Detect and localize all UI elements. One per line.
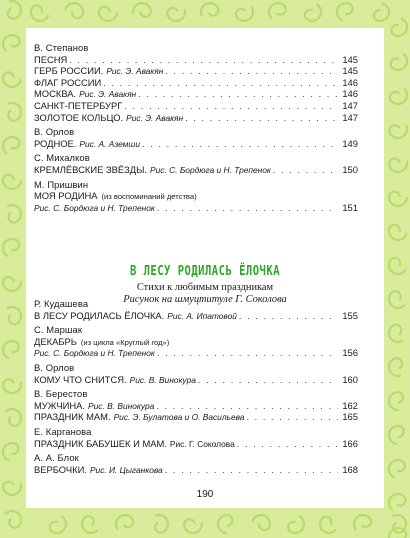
ornament-curl [386,457,406,479]
entry-page-number: 147 [342,99,358,111]
ornament-curl [1,441,19,462]
leader-dots [237,439,338,451]
ornament-curl [303,2,324,25]
entry-illustrator: Рис. В. Винокура [129,374,196,385]
section-subtitle: Стихи к любимым праздникам [136,282,274,293]
ornament-curl [0,338,20,360]
author-name: М. Пришвин [34,178,89,190]
ornament-curl [3,202,25,225]
ornament-curl [218,515,232,533]
entry-illustrator: Рис. С. Бордюга и Н. Трепенок [34,348,155,359]
entry-page-number: 149 [342,137,358,149]
contents-page [26,28,384,508]
ornament-curl [166,4,188,24]
leader-dots [124,101,338,113]
ornament-curl [388,120,410,141]
author-name: Е. Карганова [34,425,92,437]
toc-entry [34,100,358,112]
entry-title: САНКТ-ПЕТЕРБУРГ [34,99,123,111]
leader-dots [185,113,338,125]
toc-entry [34,54,358,66]
contents-block-1 [34,42,358,213]
ornament-curl [2,405,25,428]
leader-dots [165,465,338,477]
entry-page-number: 165 [342,411,358,423]
ornament-curl [234,2,257,25]
toc-entry [34,374,358,386]
leader-dots [239,311,338,323]
toc-entry [34,77,358,89]
entry-page-number: 162 [342,399,358,411]
toc-entry [34,336,358,348]
leader-dots [273,165,338,177]
leader-dots [157,203,338,215]
ornament-curl [183,517,204,535]
toc-entry [34,138,358,150]
ornament-curl [2,377,23,395]
ornament-curl [2,303,24,326]
ornament-curl [48,514,69,537]
toc-entry [34,112,358,124]
ornament-curl [4,0,24,20]
leader-dots [138,89,338,101]
ornament-curl [316,514,339,536]
toc-entry [34,411,358,423]
entry-illustrator: Рис. А. Аземши [79,138,141,149]
entry-title: ПРАЗДНИК МАМ. [34,411,111,423]
entry-title: В ЛЕСУ РОДИЛАСЬ ЁЛОЧКА. [34,309,165,321]
ornament-curl [389,192,407,206]
ornament-curl [2,72,21,88]
toc-entry [34,88,358,100]
entry-illustrator: Рис. С. Бордюга и Н. Трепенок [150,164,271,175]
ornament-curl [388,156,409,174]
ornament-curl [3,175,21,189]
leader-dots [156,401,338,413]
ornament-curl [2,478,24,497]
entry-title: ПРАЗДНИК БАБУШЕК И МАМ. [34,437,167,449]
toc-entry [34,464,358,476]
ornament-curl [387,224,408,242]
entry-page-number: 146 [342,88,358,100]
entry-illustrator: Рис. В. Винокура [88,400,155,411]
ornament-curl [265,0,288,22]
ornament-curl [150,512,170,534]
entry-title: КОМУ ЧТО СНИТСЯ. [34,373,127,385]
contents-block-2 [34,298,358,475]
ornament-curl [385,289,408,312]
ornament-curl [132,2,152,19]
leader-dots [103,78,338,90]
leader-dots [142,139,338,151]
ornament-curl [350,511,373,534]
leader-dots [198,375,338,387]
author-name: В. Орлов [34,126,75,138]
entry-title: ФЛАГ РОССИИ [34,76,102,88]
author-name: Р. Кудашева [34,298,89,309]
entry-page-number: 155 [342,309,358,321]
ornament-curl [28,4,50,24]
author-name: А. А. Блок [34,452,79,464]
entry-title: МОЯ РОДИНА [34,190,98,202]
entry-title: МОСКВА. [34,88,77,100]
toc-entry [34,310,358,322]
entry-parenthetical: (из цикла «Круглый год») [80,337,170,347]
toc-entry [34,400,358,412]
author-name: В. Степанов [34,42,89,53]
toc-entry [34,164,358,176]
entry-illustrator: Рис. Э. Булатова и О. Васильева [113,412,245,423]
ornament-curl [0,31,22,54]
leader-dots [246,412,338,424]
ornament-curl [386,256,409,277]
entry-title: ПЕСНЯ [34,53,68,65]
entry-parenthetical: (из воспоминаний детства) [101,192,197,202]
ornament-curl [388,425,405,445]
toc-entry [34,202,358,214]
author-name: В. Орлов [34,361,75,373]
ornament-curl [112,511,135,533]
entry-page-number: 156 [342,347,358,359]
ornament-curl [78,514,101,537]
ornament-curl [386,323,408,346]
ornament-curl [388,391,404,410]
toc-entry [34,438,358,450]
ornament-curl [0,236,21,258]
entry-illustrator: Рис. Г. Соколова [169,438,235,449]
ornament-curl [386,357,406,379]
entry-page-number: 145 [342,53,358,65]
entry-title: ДЕКАБРЬ [34,335,77,347]
leader-dots [69,55,338,67]
entry-title: ВЕРБОЧКИ. [34,463,87,475]
ornament-curl [388,51,410,74]
entry-page-number: 146 [342,76,358,88]
entry-title: КРЕМЛЁВСКИЕ ЗВЁЗДЫ. [34,163,148,175]
toc-entry [34,190,358,202]
ornament-curl [286,514,306,536]
page-number: 190 [196,489,214,500]
entry-illustrator: Рис. С. Бордюга и Н. Трепенок [34,202,155,213]
section-illustration-credit: Рисунок на шмуцтитуле Г. Соколова [123,294,287,305]
toc-entry [34,65,358,77]
ornament-curl [2,507,25,530]
ornament-curl [198,0,221,21]
leader-dots [157,348,338,360]
ornament-curl [373,2,390,22]
entry-page-number: 150 [342,163,358,175]
toc-entry [34,347,358,359]
ornament-curl [251,513,272,531]
entry-page-number: 168 [342,463,358,475]
ornament-curl [3,100,24,122]
leader-dots [165,66,338,78]
entry-page-number: 160 [342,373,358,385]
author-name: С. Маршак [34,324,83,336]
ornament-curl [2,276,21,292]
ornament-curl [0,134,21,157]
ornament-curl [334,0,354,22]
author-name: С. Михалков [34,152,90,164]
ornament-curl [385,490,407,513]
ornament-curl [64,2,84,19]
entry-illustrator: Рис. И. Цыганкова [89,464,163,475]
entry-title: ГЕРБ РОССИИ. [34,65,104,77]
ornament-curl [388,85,410,108]
ornament-curl [99,7,117,21]
entry-page-number: 145 [342,65,358,77]
ornament-curl [390,17,410,39]
entry-illustrator: Рис. Э. Авакян [79,89,137,100]
entry-page-number: 147 [342,111,358,123]
entry-page-number: 151 [342,201,358,213]
entry-title: МУЖЧИНА. [34,399,86,411]
entry-page-number: 166 [342,437,358,449]
entry-illustrator: Рис. Э. Авакян [126,112,184,123]
section-title: В ЛЕСУ РОДИЛАСЬ ЁЛОЧКА [129,263,281,279]
entry-title: ЗОЛОТОЕ КОЛЬЦО. [34,111,124,123]
entry-illustrator: Рис. Э. Авакян [106,66,164,77]
entry-illustrator: Рис. А. Ипатовой [167,310,237,321]
author-name: В. Берестов [34,388,88,400]
entry-title: РОДНОЕ. [34,137,77,149]
